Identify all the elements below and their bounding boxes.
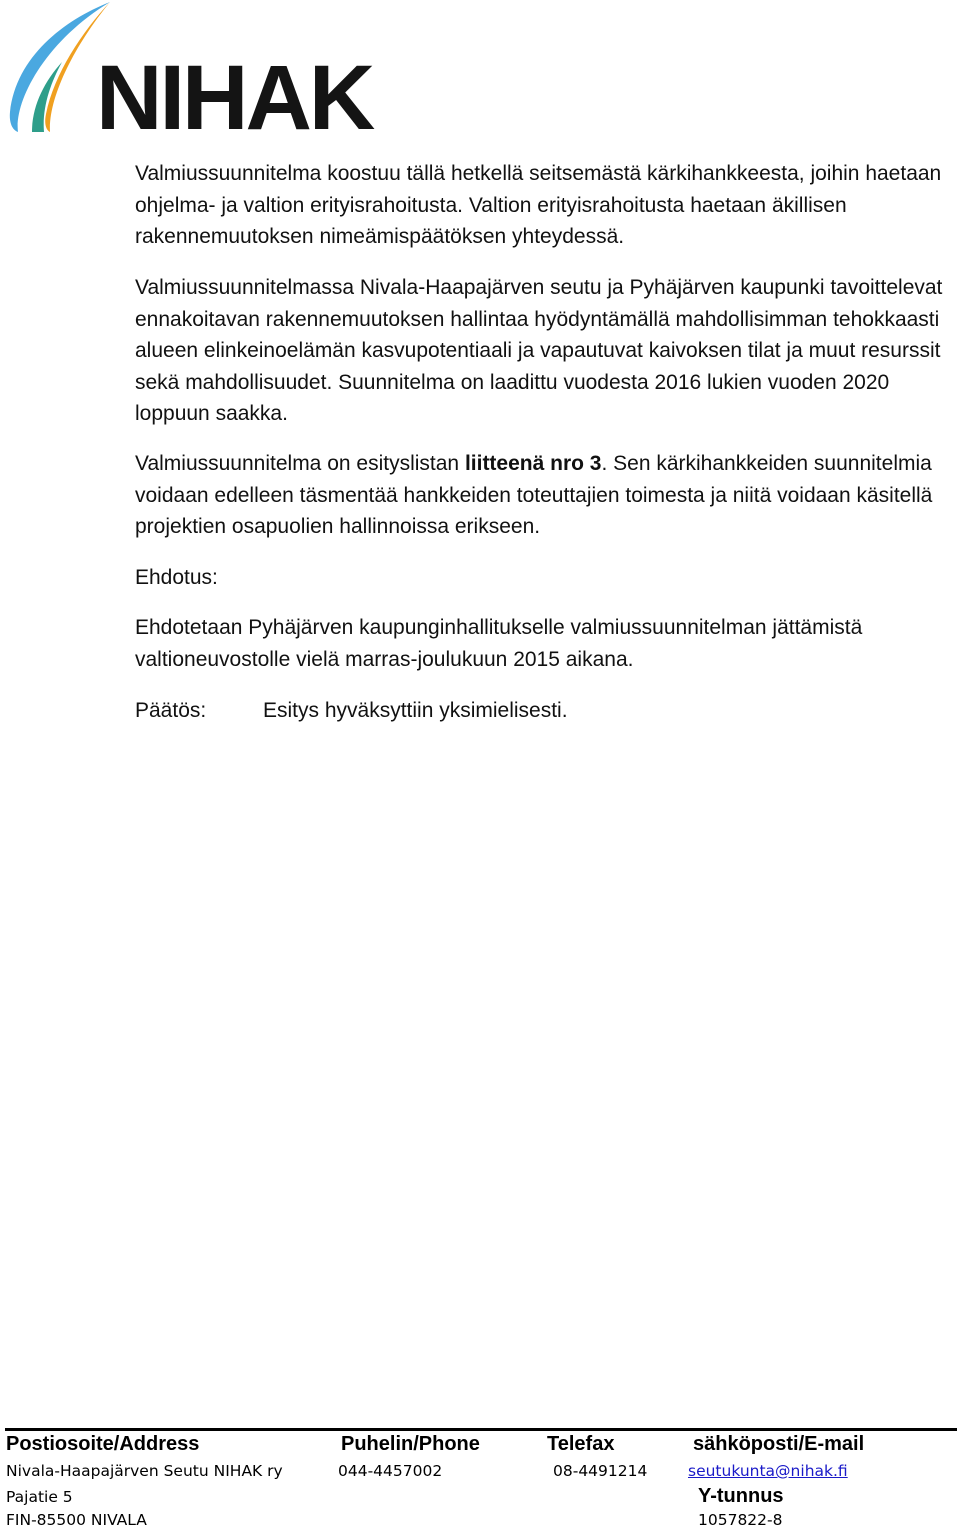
footer-address-heading: Postiosoite/Address [6,1433,200,1455]
decision-label: Päätös: [135,699,207,722]
footer-street: Pajatie 5 [6,1488,73,1506]
footer-business-id: 1057822-8 [698,1511,783,1529]
footer-email-heading: sähköposti/E-mail [693,1433,865,1455]
paragraph-proposal: Ehdotetaan Pyhäjärven kaupunginhallitukselle valmiussuunnitelman jättämistä valtioneuvostolle vielä marras-joulukuun 2015 aikana. [135,616,863,671]
footer-fax-heading: Telefax [547,1433,615,1455]
attachment-reference: liitteenä nro 3 [464,452,602,475]
attachment-text-end: . Sen kärkihankkeiden suunnitelmia voidaan edelleen täsmentää hankkeiden toteuttajien toimesta ja niitä voidaan käsitellä projektien osapuolien hallinnoissa erikseen. [135,452,933,538]
attachment-text-start: Valmiussuunnitelma on esityslistan [135,452,465,475]
decision-row [135,695,955,727]
logo-wordmark: NIHAK [96,47,373,149]
decision-text: Esitys hyväksyttiin yksimielisesti. [263,699,568,722]
footer-business-id-heading: Y-tunnus [698,1485,784,1507]
paragraph-intro: Valmiussuunnitelma koostuu tällä hetkellä seitsemästä kärkihankkeesta, joihin haetaan ohjelma- ja valtion erityisrahoitusta. Valtion erityisrahoitusta haetaan äkillisen rakennemuutoksen nimeämispäätöksen yhteydessä. [135,162,942,248]
footer-divider [5,1428,957,1431]
footer-phone-heading: Puhelin/Phone [341,1433,480,1455]
footer-org-name: Nivala-Haapajärven Seutu NIHAK ry [6,1462,283,1480]
footer-email-link[interactable]: seutukunta@nihak.fi [688,1462,848,1480]
proposal-label: Ehdotus: [135,566,218,589]
footer-postal: FIN-85500 NIVALA [6,1511,147,1529]
footer-fax: 08-4491214 [553,1462,648,1480]
footer-phone: 044-4457002 [338,1462,443,1480]
paragraph-attachment [135,448,955,543]
nihak-logo [4,2,373,149]
paragraph-goals: Valmiussuunnitelmassa Nivala-Haapajärven seutu ja Pyhäjärven kaupunki tavoittelevat ennakoitavan rakennemuutoksen hallintaa hyödyntämällä mahdollisimman tehokkaasti alueen elinkeinoelämän kasvupotentiaali ja vapautuvat kaivoksen tilat ja muut resurssit sekä mahdollisuudet. Suunnitelma on laadittu vuodesta 2016 lukien vuoden 2020 loppuun saakka. [135,276,943,425]
